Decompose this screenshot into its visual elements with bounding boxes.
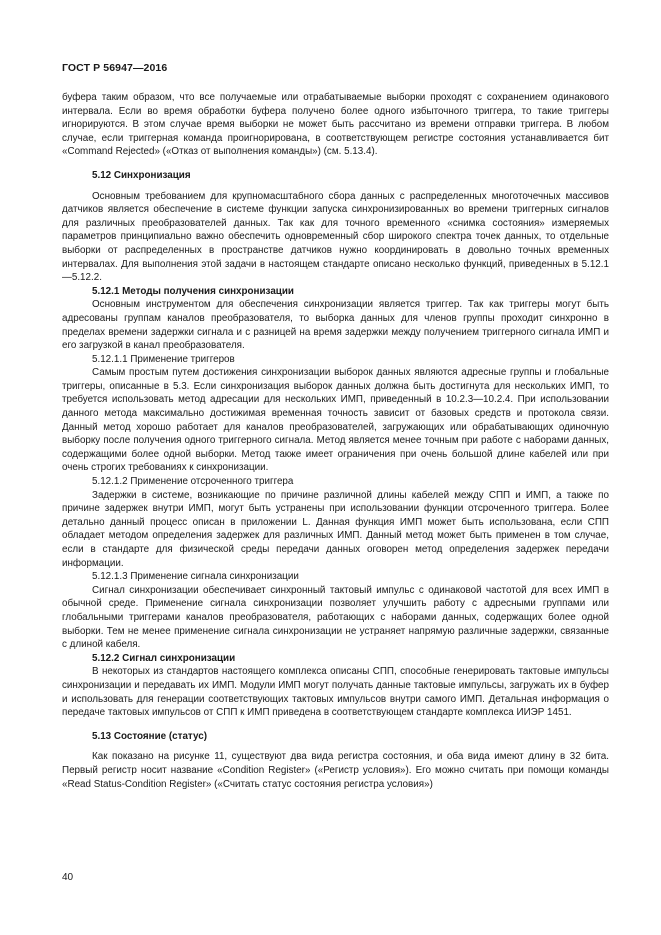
subsection-heading: 5.12.2 Сигнал синхронизации — [92, 652, 236, 664]
paragraph: Задержки в системе, возникающие по причине различной длины кабелей между СПП и ИМП, а также по причине задержек внутри ИМП, могут быть устранены при использовании функции отсроченного триггера. Более детально данный процесс описан в приложении L. Данная функция ИМП может быть использована, если СПП обладает методом определения задержек для различных ИМП. Данный метод может быть применен в том случае, если в стандарте для физической среды передачи данных оговорен метод определения задержек передачи информации. — [62, 489, 609, 569]
paragraph: Как показано на рисунке 11, существуют два вида регистра состояния, и оба вида имеют длину в 32 бита. Первый регистр носит название «Condition Register» («Регистр условия»). Его можно считать при помощи команды «Read Status-Condition Register» («Считать статус состояния регистра условия») — [62, 751, 609, 790]
paragraph: буфера таким образом, что все получаемые или отрабатываемые выборки проходят с сохранением одинакового интервала. Если во время обработки буфера получено более одного избыточного триггера, то такие триггеры игнорируются. В этом случае время выборки не может быть рассчитано из времени отправки триггера. В любом случае, если триггерная команда проигнорирована, в соответствующем регистре состояния устанавливается бит «Command Rejected» («Отказ от выполнения команды») (см. 5.13.4). — [62, 92, 609, 158]
page-number: 40 — [62, 872, 74, 883]
document-body — [62, 91, 609, 791]
paragraph: Самым простым путем достижения синхронизации выборок данных являются адресные группы и глобальные триггеры, описанные в 5.3. Если синхронизация выборок данных должна быть достигнута для нескольких ИМП, то требуется использовать метод адресации для нескольких ИМП, приведенный в 10.2.3—10.2.4. При использовании данного метода максимально достижимая временная точность зависит от базовых средств и протокола связи. Данный метод хорошо работает для каналов преобразователей, загружающих или обрабатывающих одиночную выборку после получения одного триггерного сигнала. Метод является менее точным при работе с наборами данных, содержащими более одной выборки. Метод также имеет ограничения при очень большой длине кабелей или при очень строгих требованиях к синхронизации. — [62, 367, 609, 474]
paragraph: В некоторых из стандартов настоящего комплекса описаны СПП, способные генерировать тактовые импульсы синхронизации и передавать их ИМП. Модули ИМП могут получать данные тактовые импульсы, загружать их в буфер и использовать для генерации соответствующих тактовых импульсов внутри самого ИМП. Детальная информация о передаче тактовых импульсов от СПП к ИМП приведена в соответствующем стандарте комплекса ИИЭР 1451. — [62, 666, 609, 719]
clause-heading: 5.12.1.3 Применение сигнала синхронизации — [92, 571, 299, 583]
subsection-heading: 5.12.1 Методы получения синхронизации — [92, 285, 294, 297]
clause-heading: 5.12.1.2 Применение отсроченного триггера — [92, 476, 294, 488]
paragraph: Сигнал синхронизации обеспечивает синхронный тактовый импульс с одинаковой частотой для всех ИМП в обычной среде. Применение сигнала синхронизации позволяет улучшить работу с адресными группами или глобальными триггерами каналов преобразователя, работающих с наборами данных, содержащих более одной выборки. Тем не менее применение сигнала синхронизации не устраняет напрямую различные задержки, связанные с длиной кабеля. — [62, 584, 609, 651]
paragraph: Основным требованием для крупномасштабного сбора данных с распределенных многоточечных массивов датчиков является обеспечение в системе функции запуска синхронизированных во времени триггерных сигналов для различных преобразователей данных. Так как для точного временного «снимка состояния» измеряемых параметров принципиально важно обеспечить одновременный сбор широкого спектра точек данных, то отдельные выборки от распределенных в пространстве датчиков нужно координировать в довольно точных временных интервалах. Для выполнения этой задачи в настоящем стандарте описано несколько функций, приведенных в 5.12.1—5.12.2. — [62, 190, 609, 284]
section-heading: 5.12 Синхронизация — [92, 169, 191, 181]
standard-code-header: ГОСТ Р 56947—2016 — [62, 62, 168, 74]
paragraph: Основным инструментом для обеспечения синхронизации является триггер. Так как триггеры могут быть адресованы группам каналов преобразователя, то выборка данных для членов группы проходит синхронно в пределах времени задержки сигнала и с разницей на время задержки между получением триггерного сигнала ИМП и его загрузкой в канал преобразователя. — [62, 299, 609, 352]
clause-heading: 5.12.1.1 Применение триггеров — [92, 353, 235, 365]
section-heading: 5.13 Состояние (статус) — [92, 730, 207, 742]
